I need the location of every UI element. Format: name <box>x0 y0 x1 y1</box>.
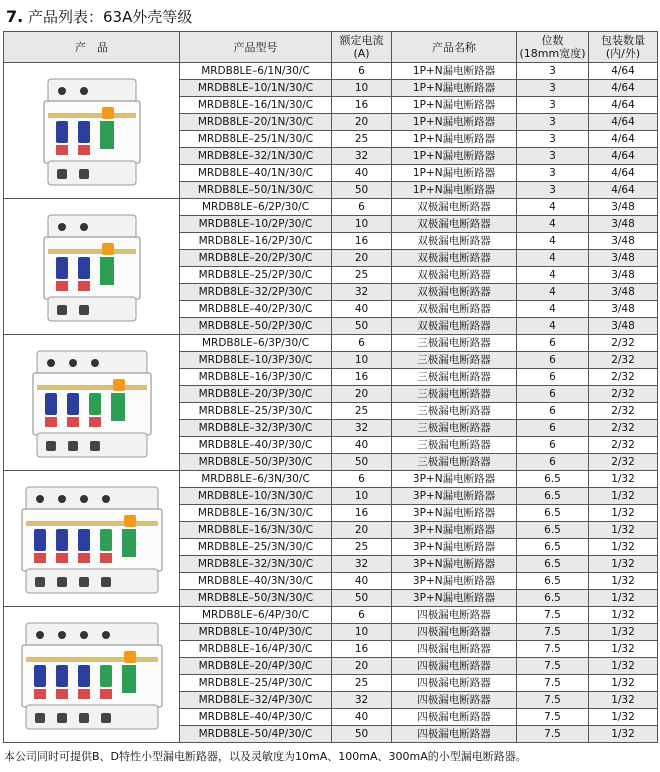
cell-positions: 6.5 <box>517 573 589 590</box>
cell-current: 25 <box>332 539 392 556</box>
cell-positions: 6.5 <box>517 522 589 539</box>
cell-name: 三极漏电断路器 <box>392 352 517 369</box>
header-packing-line1: 包装数量 <box>601 34 645 47</box>
cell-positions: 6 <box>517 352 589 369</box>
cell-positions: 3 <box>517 63 589 80</box>
cell-name: 三极漏电断路器 <box>392 335 517 352</box>
cell-current: 16 <box>332 233 392 250</box>
cell-positions: 6 <box>517 386 589 403</box>
cell-positions: 6 <box>517 403 589 420</box>
cell-model: MRDB8LE–16/4P/30/C <box>180 641 332 658</box>
cell-positions: 6.5 <box>517 471 589 488</box>
cell-current: 50 <box>332 726 392 743</box>
cell-positions: 4 <box>517 216 589 233</box>
rcbo-2p-device-icon <box>17 209 167 325</box>
cell-model: MRDB8LE–10/4P/30/C <box>180 624 332 641</box>
cell-positions: 3 <box>517 165 589 182</box>
cell-current: 20 <box>332 114 392 131</box>
cell-packing: 2/32 <box>589 369 658 386</box>
table-row <box>4 63 658 80</box>
cell-current: 32 <box>332 420 392 437</box>
cell-model: MRDB8LE–50/4P/30/C <box>180 726 332 743</box>
cell-positions: 7.5 <box>517 641 589 658</box>
cell-positions: 4 <box>517 250 589 267</box>
cell-positions: 7.5 <box>517 624 589 641</box>
cell-model: MRDB8LE–10/3N/30/C <box>180 488 332 505</box>
cell-packing: 1/32 <box>589 539 658 556</box>
cell-packing: 3/48 <box>589 301 658 318</box>
cell-packing: 2/32 <box>589 454 658 471</box>
product-image-cell <box>4 471 180 607</box>
cell-positions: 3 <box>517 182 589 199</box>
cell-packing: 1/32 <box>589 471 658 488</box>
cell-positions: 7.5 <box>517 709 589 726</box>
table-header-row <box>4 32 658 63</box>
cell-name: 双极漏电断路器 <box>392 216 517 233</box>
cell-packing: 1/32 <box>589 488 658 505</box>
cell-packing: 1/32 <box>589 692 658 709</box>
cell-positions: 3 <box>517 80 589 97</box>
product-image-cell <box>4 335 180 471</box>
cell-positions: 6.5 <box>517 539 589 556</box>
cell-name: 四极漏电断路器 <box>392 675 517 692</box>
cell-name: 四极漏电断路器 <box>392 658 517 675</box>
cell-current: 32 <box>332 284 392 301</box>
cell-positions: 6.5 <box>517 590 589 607</box>
cell-model: MRDB8LE–50/3P/30/C <box>180 454 332 471</box>
cell-name: 3P+N漏电断路器 <box>392 590 517 607</box>
header-positions <box>517 32 589 63</box>
table-row <box>4 335 658 352</box>
cell-current: 20 <box>332 522 392 539</box>
cell-current: 20 <box>332 386 392 403</box>
section-title <box>6 6 192 28</box>
cell-current: 10 <box>332 352 392 369</box>
cell-current: 20 <box>332 658 392 675</box>
cell-name: 双极漏电断路器 <box>392 284 517 301</box>
cell-positions: 4 <box>517 233 589 250</box>
cell-model: MRDB8LE–10/3P/30/C <box>180 352 332 369</box>
cell-positions: 4 <box>517 199 589 216</box>
cell-packing: 1/32 <box>589 675 658 692</box>
cell-current: 6 <box>332 63 392 80</box>
cell-positions: 7.5 <box>517 726 589 743</box>
cell-name: 三极漏电断路器 <box>392 386 517 403</box>
header-current-line2: (A) <box>353 47 370 60</box>
cell-name: 1P+N漏电断路器 <box>392 114 517 131</box>
table-body <box>4 63 658 743</box>
cell-packing: 2/32 <box>589 352 658 369</box>
cell-name: 四极漏电断路器 <box>392 624 517 641</box>
cell-positions: 6 <box>517 369 589 386</box>
cell-positions: 3 <box>517 97 589 114</box>
cell-name: 三极漏电断路器 <box>392 369 517 386</box>
cell-current: 10 <box>332 624 392 641</box>
cell-current: 6 <box>332 607 392 624</box>
cell-model: MRDB8LE–32/2P/30/C <box>180 284 332 301</box>
cell-positions: 4 <box>517 267 589 284</box>
rcbo-3p-device-icon <box>17 345 167 461</box>
header-model: 产品型号 <box>180 32 332 63</box>
cell-packing: 3/48 <box>589 199 658 216</box>
cell-model: MRDB8LE–20/3P/30/C <box>180 386 332 403</box>
cell-packing: 3/48 <box>589 216 658 233</box>
cell-positions: 7.5 <box>517 658 589 675</box>
cell-packing: 1/32 <box>589 709 658 726</box>
cell-current: 50 <box>332 318 392 335</box>
cell-current: 50 <box>332 454 392 471</box>
cell-positions: 4 <box>517 301 589 318</box>
cell-current: 10 <box>332 80 392 97</box>
cell-current: 40 <box>332 709 392 726</box>
cell-packing: 4/64 <box>589 165 658 182</box>
cell-positions: 3 <box>517 148 589 165</box>
cell-name: 双极漏电断路器 <box>392 318 517 335</box>
table-row <box>4 199 658 216</box>
section-title-text: 产品列表：63A外壳等级 <box>28 8 193 26</box>
cell-packing: 4/64 <box>589 114 658 131</box>
cell-model: MRDB8LE–40/2P/30/C <box>180 301 332 318</box>
cell-name: 双极漏电断路器 <box>392 301 517 318</box>
cell-model: MRDB8LE–6/3P/30/C <box>180 335 332 352</box>
cell-positions: 6 <box>517 335 589 352</box>
cell-model: MRDB8LE–50/1N/30/C <box>180 182 332 199</box>
cell-positions: 4 <box>517 318 589 335</box>
cell-packing: 2/32 <box>589 420 658 437</box>
cell-model: MRDB8LE–6/2P/30/C <box>180 199 332 216</box>
rcbo-1p-n-device-icon <box>17 73 167 189</box>
cell-packing: 1/32 <box>589 641 658 658</box>
cell-packing: 3/48 <box>589 284 658 301</box>
cell-positions: 4 <box>517 284 589 301</box>
cell-current: 16 <box>332 641 392 658</box>
cell-model: MRDB8LE–10/2P/30/C <box>180 216 332 233</box>
cell-current: 10 <box>332 216 392 233</box>
cell-name: 四极漏电断路器 <box>392 726 517 743</box>
cell-model: MRDB8LE–40/3N/30/C <box>180 573 332 590</box>
rcbo-3p-n-device-icon <box>17 481 167 597</box>
cell-packing: 1/32 <box>589 505 658 522</box>
cell-name: 1P+N漏电断路器 <box>392 97 517 114</box>
cell-packing: 3/48 <box>589 318 658 335</box>
cell-model: MRDB8LE–32/4P/30/C <box>180 692 332 709</box>
cell-model: MRDB8LE–40/4P/30/C <box>180 709 332 726</box>
header-positions-line2: (18mm宽度) <box>519 47 586 60</box>
cell-current: 25 <box>332 403 392 420</box>
cell-packing: 1/32 <box>589 726 658 743</box>
header-positions-line1: 位数 <box>541 34 564 47</box>
cell-model: MRDB8LE–40/3P/30/C <box>180 437 332 454</box>
table-row <box>4 607 658 624</box>
cell-packing: 2/32 <box>589 403 658 420</box>
cell-name: 三极漏电断路器 <box>392 420 517 437</box>
cell-current: 16 <box>332 369 392 386</box>
rcbo-4p-device-icon <box>17 617 167 733</box>
cell-packing: 2/32 <box>589 386 658 403</box>
cell-positions: 6 <box>517 454 589 471</box>
cell-model: MRDB8LE–32/1N/30/C <box>180 148 332 165</box>
cell-packing: 1/32 <box>589 556 658 573</box>
cell-packing: 4/64 <box>589 80 658 97</box>
cell-name: 3P+N漏电断路器 <box>392 556 517 573</box>
cell-name: 1P+N漏电断路器 <box>392 148 517 165</box>
cell-name: 四极漏电断路器 <box>392 692 517 709</box>
cell-current: 25 <box>332 131 392 148</box>
cell-positions: 6.5 <box>517 556 589 573</box>
cell-current: 16 <box>332 505 392 522</box>
cell-model: MRDB8LE–10/1N/30/C <box>180 80 332 97</box>
cell-current: 40 <box>332 301 392 318</box>
cell-name: 1P+N漏电断路器 <box>392 165 517 182</box>
cell-current: 25 <box>332 267 392 284</box>
cell-name: 三极漏电断路器 <box>392 437 517 454</box>
cell-positions: 7.5 <box>517 675 589 692</box>
cell-model: MRDB8LE–50/2P/30/C <box>180 318 332 335</box>
cell-current: 50 <box>332 590 392 607</box>
cell-name: 1P+N漏电断路器 <box>392 131 517 148</box>
cell-model: MRDB8LE–20/1N/30/C <box>180 114 332 131</box>
cell-name: 四极漏电断路器 <box>392 641 517 658</box>
cell-name: 1P+N漏电断路器 <box>392 63 517 80</box>
cell-name: 四极漏电断路器 <box>392 709 517 726</box>
cell-name: 三极漏电断路器 <box>392 454 517 471</box>
product-table <box>3 31 658 743</box>
cell-current: 6 <box>332 471 392 488</box>
table-row <box>4 471 658 488</box>
cell-name: 1P+N漏电断路器 <box>392 80 517 97</box>
cell-current: 6 <box>332 335 392 352</box>
cell-model: MRDB8LE–20/4P/30/C <box>180 658 332 675</box>
cell-name: 3P+N漏电断路器 <box>392 522 517 539</box>
cell-current: 10 <box>332 488 392 505</box>
cell-name: 双极漏电断路器 <box>392 199 517 216</box>
cell-positions: 6.5 <box>517 488 589 505</box>
cell-packing: 2/32 <box>589 437 658 454</box>
cell-current: 20 <box>332 250 392 267</box>
cell-current: 50 <box>332 182 392 199</box>
product-image-cell <box>4 607 180 743</box>
cell-packing: 4/64 <box>589 148 658 165</box>
cell-positions: 6 <box>517 437 589 454</box>
section-number: 7. <box>6 7 24 26</box>
cell-model: MRDB8LE–16/3P/30/C <box>180 369 332 386</box>
cell-positions: 7.5 <box>517 692 589 709</box>
cell-packing: 3/48 <box>589 233 658 250</box>
header-current <box>332 32 392 63</box>
cell-current: 40 <box>332 165 392 182</box>
cell-packing: 1/32 <box>589 607 658 624</box>
cell-name: 3P+N漏电断路器 <box>392 505 517 522</box>
cell-model: MRDB8LE–16/2P/30/C <box>180 233 332 250</box>
cell-name: 双极漏电断路器 <box>392 267 517 284</box>
cell-model: MRDB8LE–25/3N/30/C <box>180 539 332 556</box>
cell-model: MRDB8LE–32/3N/30/C <box>180 556 332 573</box>
cell-name: 3P+N漏电断路器 <box>392 471 517 488</box>
cell-positions: 3 <box>517 114 589 131</box>
cell-positions: 7.5 <box>517 607 589 624</box>
cell-current: 32 <box>332 148 392 165</box>
cell-packing: 3/48 <box>589 267 658 284</box>
cell-positions: 6.5 <box>517 505 589 522</box>
cell-packing: 4/64 <box>589 97 658 114</box>
cell-packing: 1/32 <box>589 522 658 539</box>
cell-name: 3P+N漏电断路器 <box>392 488 517 505</box>
cell-model: MRDB8LE–16/1N/30/C <box>180 97 332 114</box>
cell-packing: 3/48 <box>589 250 658 267</box>
cell-packing: 1/32 <box>589 573 658 590</box>
cell-current: 32 <box>332 692 392 709</box>
cell-current: 32 <box>332 556 392 573</box>
cell-model: MRDB8LE–16/3N/30/C <box>180 522 332 539</box>
cell-name: 3P+N漏电断路器 <box>392 539 517 556</box>
cell-model: MRDB8LE–25/2P/30/C <box>180 267 332 284</box>
cell-model: MRDB8LE–16/3N/30/C <box>180 505 332 522</box>
cell-current: 40 <box>332 437 392 454</box>
cell-packing: 1/32 <box>589 658 658 675</box>
cell-positions: 3 <box>517 131 589 148</box>
cell-model: MRDB8LE–6/1N/30/C <box>180 63 332 80</box>
header-product: 产 品 <box>4 32 180 63</box>
cell-current: 16 <box>332 97 392 114</box>
cell-packing: 1/32 <box>589 590 658 607</box>
cell-current: 6 <box>332 199 392 216</box>
cell-model: MRDB8LE–32/3P/30/C <box>180 420 332 437</box>
header-packing-line2: (内/外) <box>605 47 641 60</box>
cell-current: 40 <box>332 573 392 590</box>
cell-name: 四极漏电断路器 <box>392 607 517 624</box>
cell-packing: 2/32 <box>589 335 658 352</box>
cell-name: 三极漏电断路器 <box>392 403 517 420</box>
cell-model: MRDB8LE–25/1N/30/C <box>180 131 332 148</box>
cell-name: 1P+N漏电断路器 <box>392 182 517 199</box>
product-image-cell <box>4 63 180 199</box>
header-current-line1: 额定电流 <box>339 34 384 47</box>
cell-model: MRDB8LE–6/3N/30/C <box>180 471 332 488</box>
cell-packing: 4/64 <box>589 182 658 199</box>
cell-packing: 4/64 <box>589 63 658 80</box>
cell-name: 3P+N漏电断路器 <box>392 573 517 590</box>
cell-model: MRDB8LE–6/4P/30/C <box>180 607 332 624</box>
cell-packing: 4/64 <box>589 131 658 148</box>
cell-name: 双极漏电断路器 <box>392 233 517 250</box>
cell-positions: 6 <box>517 420 589 437</box>
cell-model: MRDB8LE–25/4P/30/C <box>180 675 332 692</box>
cell-packing: 1/32 <box>589 624 658 641</box>
cell-model: MRDB8LE–50/3N/30/C <box>180 590 332 607</box>
cell-current: 25 <box>332 675 392 692</box>
cell-model: MRDB8LE–20/2P/30/C <box>180 250 332 267</box>
cell-model: MRDB8LE–25/3P/30/C <box>180 403 332 420</box>
footnote: 本公司同时可提供B、D特性小型漏电断路器，以及灵敏度为10mA、100mA、300mA的小型漏电断路器。 <box>4 750 527 763</box>
cell-name: 双极漏电断路器 <box>392 250 517 267</box>
cell-model: MRDB8LE–40/1N/30/C <box>180 165 332 182</box>
header-packing <box>589 32 658 63</box>
product-image-cell <box>4 199 180 335</box>
header-name: 产品名称 <box>392 32 517 63</box>
